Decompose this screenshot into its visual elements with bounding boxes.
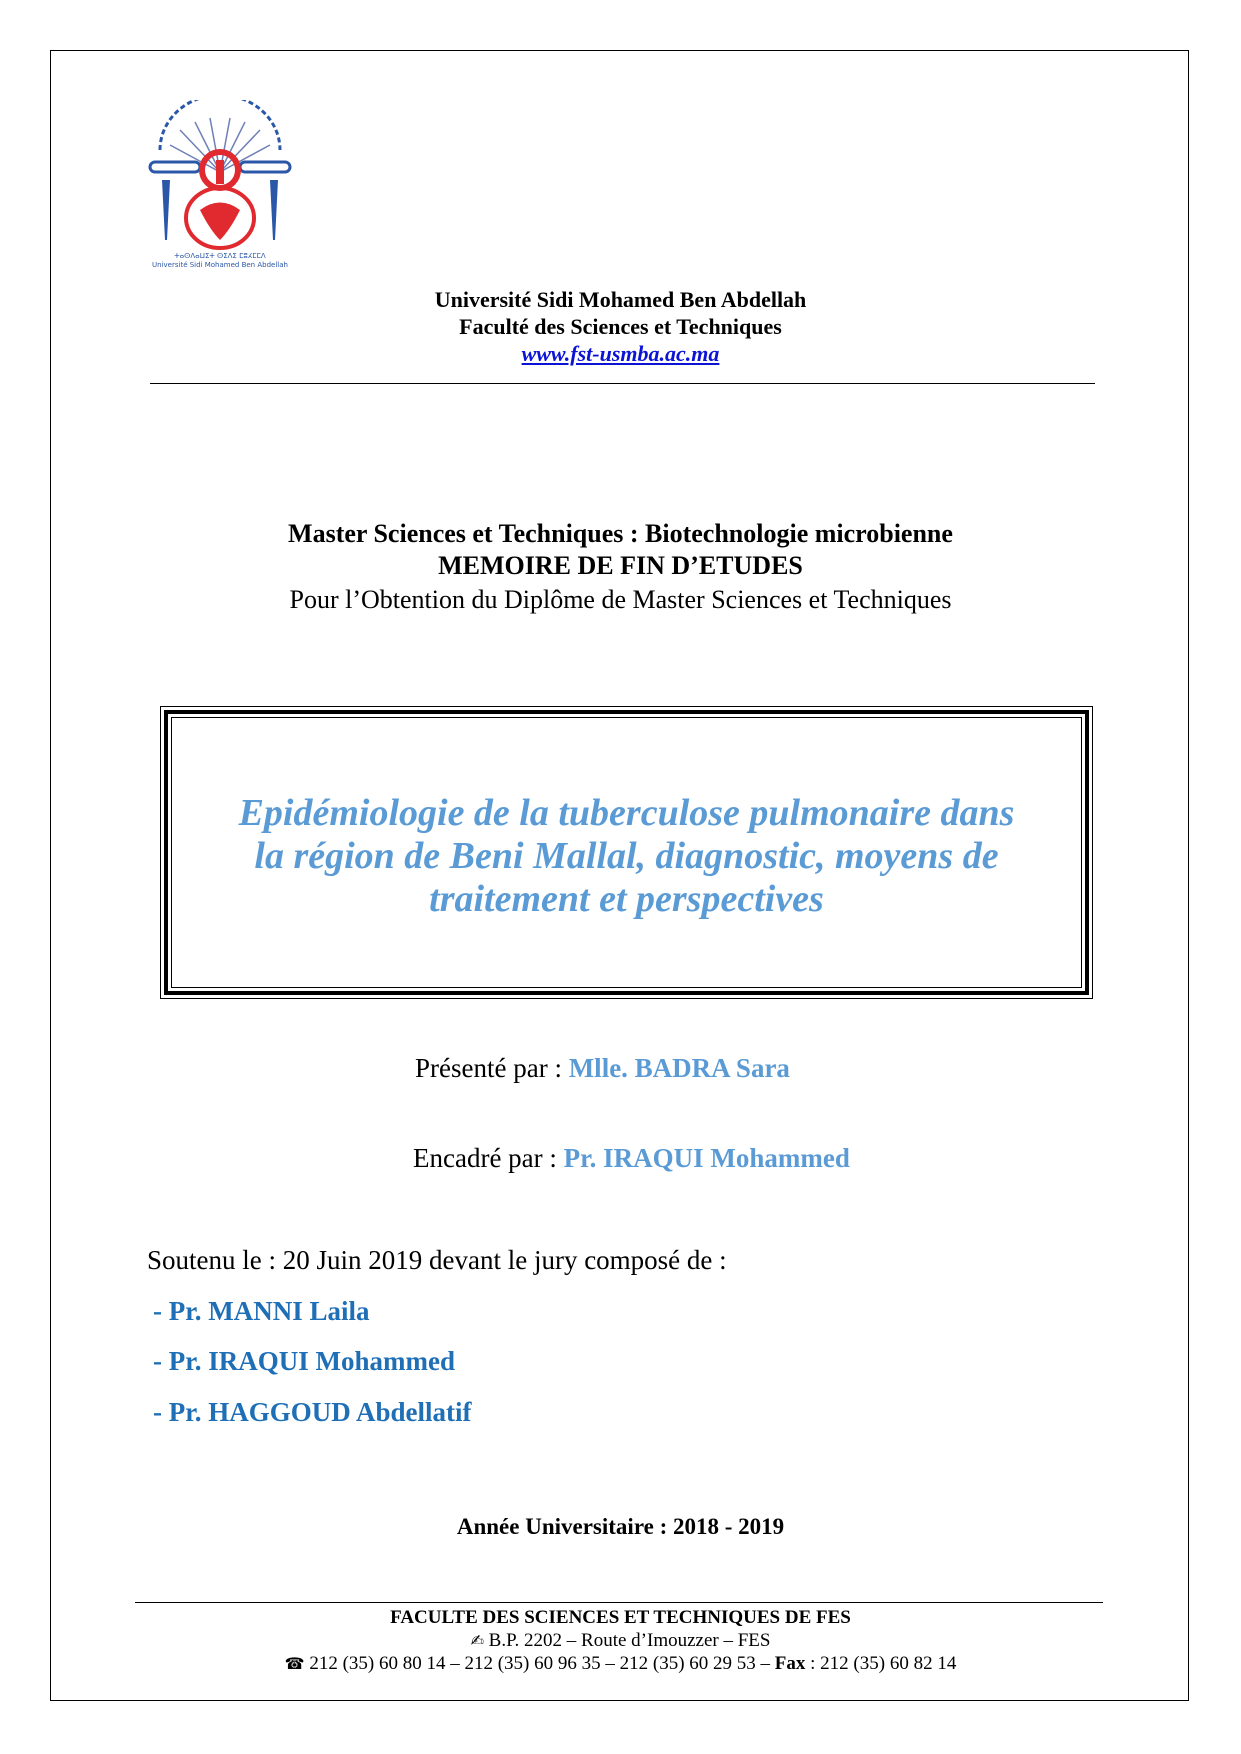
fax-label: Fax	[774, 1653, 806, 1674]
website-link[interactable]: www.fst-usmba.ac.ma	[521, 341, 720, 366]
university-name: Université Sidi Mohamed Ben Abdellah	[434, 287, 807, 312]
svg-text:Université Sidi Mohamed Ben Ab: Université Sidi Mohamed Ben Abdellah	[152, 261, 288, 269]
footer-contact	[0, 1652, 1241, 1675]
thesis-title-line: la région de Beni Mallal, diagnostic, moyens de	[254, 835, 999, 877]
faculty-name: Faculté des Sciences et Techniques	[459, 314, 782, 339]
mail-icon: ✍	[470, 1631, 484, 1650]
thesis-title-line: Epidémiologie de la tuberculose pulmonaire dans	[238, 792, 1015, 834]
presented-by	[415, 1052, 790, 1084]
footer-institution: FACULTE DES SCIENCES ET TECHNIQUES DE FES	[390, 1607, 851, 1628]
master-program: Master Sciences et Techniques : Biotechnologie microbienne	[288, 519, 953, 548]
jury-member: - Pr. MANNI Laila	[153, 1296, 370, 1326]
thesis-title	[172, 792, 1081, 921]
svg-text:ⵜⴰⵙⴷⴰⵡⵉⵜ ⵙⵉⴷⵉ ⵎⵓⵃⵎⵎⴷ: ⵜⴰⵙⴷⴰⵡⵉⵜ ⵙⵉⴷⵉ ⵎⵓⵃⵎⵎⴷ	[174, 252, 266, 260]
student-name: Mlle. BADRA Sara	[568, 1053, 790, 1083]
supervisor-name: Pr. IRAQUI Mohammed	[563, 1143, 850, 1173]
thesis-title-line: traitement et perspectives	[429, 878, 824, 920]
fax-number: : 212 (35) 60 82 14	[805, 1653, 957, 1674]
diploma-purpose: Pour l’Obtention du Diplôme de Master Sciences et Techniques	[289, 585, 952, 614]
university-logo	[140, 100, 300, 290]
address-text: B.P. 2202 – Route d’Imouzzer – FES	[483, 1630, 771, 1651]
supervised-by-label: Encadré par :	[413, 1143, 564, 1173]
footer-divider	[135, 1602, 1103, 1603]
title-frame	[160, 706, 1093, 999]
academic-year: Année Universitaire : 2018 - 2019	[456, 1514, 785, 1539]
jury-member: - Pr. IRAQUI Mohammed	[153, 1346, 455, 1376]
presented-by-label: Présenté par :	[415, 1053, 569, 1083]
jury-member: - Pr. HAGGOUD Abdellatif	[153, 1397, 472, 1427]
memoire-heading: MEMOIRE DE FIN D’ETUDES	[438, 551, 803, 580]
supervised-by	[413, 1142, 850, 1174]
phone-numbers: 212 (35) 60 80 14 – 212 (35) 60 96 35 – 212 (35) 60 29 53 –	[304, 1653, 775, 1674]
header-divider	[150, 383, 1095, 384]
phone-icon: ☎	[284, 1654, 305, 1673]
defense-statement: Soutenu le : 20 Juin 2019 devant le jury composé de :	[147, 1245, 727, 1275]
footer-address	[0, 1629, 1241, 1652]
